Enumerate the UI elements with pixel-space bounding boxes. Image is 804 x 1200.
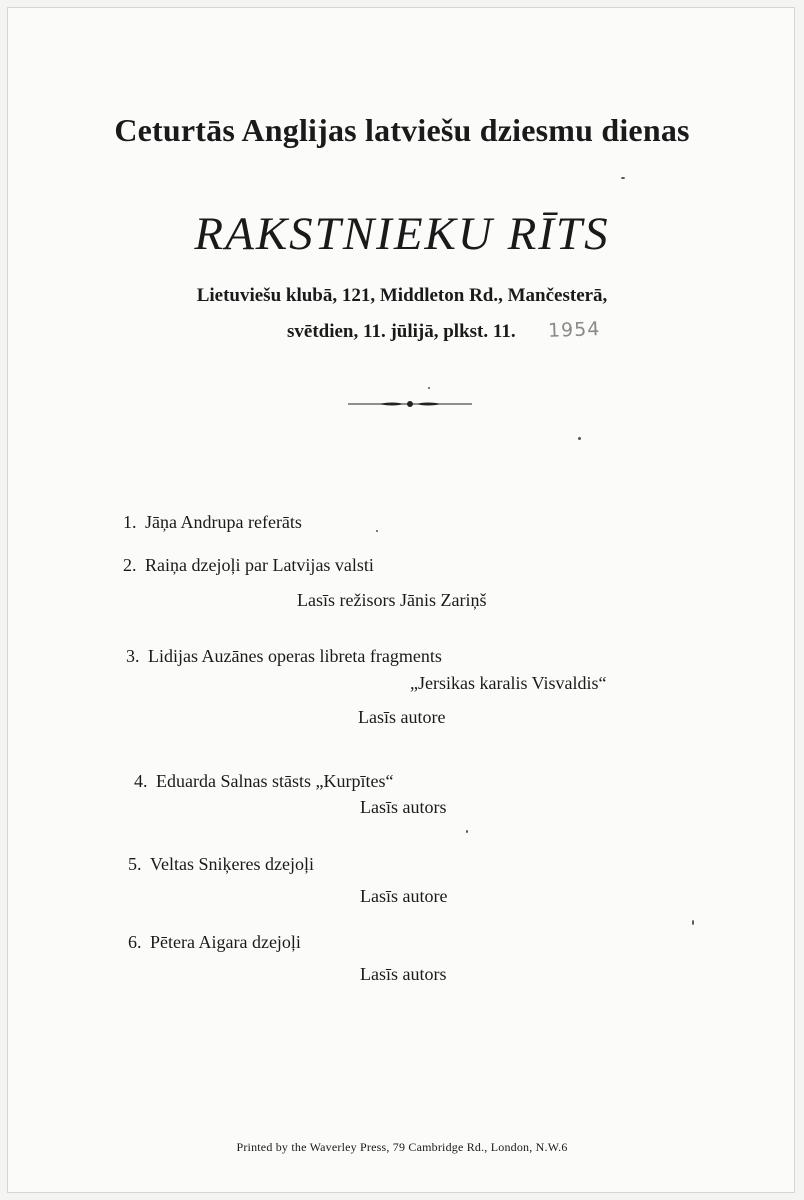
item-reader: Lasīs autors — [360, 964, 447, 984]
item-title: Eduarda Salnas stāsts „Kurpītes“ — [156, 771, 394, 791]
venue-line: Lietuviešu klubā, 121, Middleton Rd., Mančesterā, — [196, 285, 608, 306]
item-number: 4. — [134, 771, 148, 791]
program-item-1 — [123, 512, 302, 533]
handwritten-year: 1954 — [547, 318, 601, 342]
paper-speck — [466, 830, 468, 833]
item-reader: Lasīs autore — [360, 886, 448, 906]
paper-speck — [692, 920, 694, 925]
program-item-4 — [134, 771, 393, 792]
item-title: Pētera Aigara dzejoļi — [150, 932, 301, 952]
program-item-5 — [128, 854, 314, 875]
item-reader: Lasīs autore — [358, 707, 446, 727]
program-item-6 — [128, 932, 301, 953]
item-title: Jāņa Andrupa referāts — [145, 512, 302, 532]
page-title: RAKSTNIEKU RĪTS — [194, 208, 610, 260]
item-title: Veltas Sniķeres dzejoļi — [150, 854, 314, 874]
program-item-2 — [123, 555, 374, 576]
ornament-divider-icon — [348, 398, 472, 410]
date-line: svētdien, 11. jūlijā, plkst. 11. — [287, 321, 516, 342]
paper-speck — [428, 387, 430, 389]
item-number: 2. — [123, 555, 137, 575]
paper-speck — [578, 437, 581, 440]
item-number: 5. — [128, 854, 142, 874]
item-reader: Lasīs režisors Jānis Zariņš — [297, 590, 487, 610]
item-number: 6. — [128, 932, 142, 952]
item-title: Lidijas Auzānes operas libreta fragments — [148, 646, 442, 666]
program-item-3 — [126, 646, 442, 667]
printer-footer: Printed by the Waverley Press, 79 Cambridge Rd., London, N.W.6 — [236, 1140, 568, 1154]
item-subtitle: „Jersikas karalis Visvaldis“ — [410, 673, 607, 693]
item-reader: Lasīs autors — [360, 797, 447, 817]
paper-speck — [376, 530, 378, 532]
event-series-title: Ceturtās Anglijas latviešu dziesmu dienas — [114, 112, 690, 148]
item-number: 3. — [126, 646, 140, 666]
item-title: Raiņa dzejoļi par Latvijas valsti — [145, 555, 374, 575]
paper-speck — [621, 177, 625, 179]
item-number: 1. — [123, 512, 137, 532]
